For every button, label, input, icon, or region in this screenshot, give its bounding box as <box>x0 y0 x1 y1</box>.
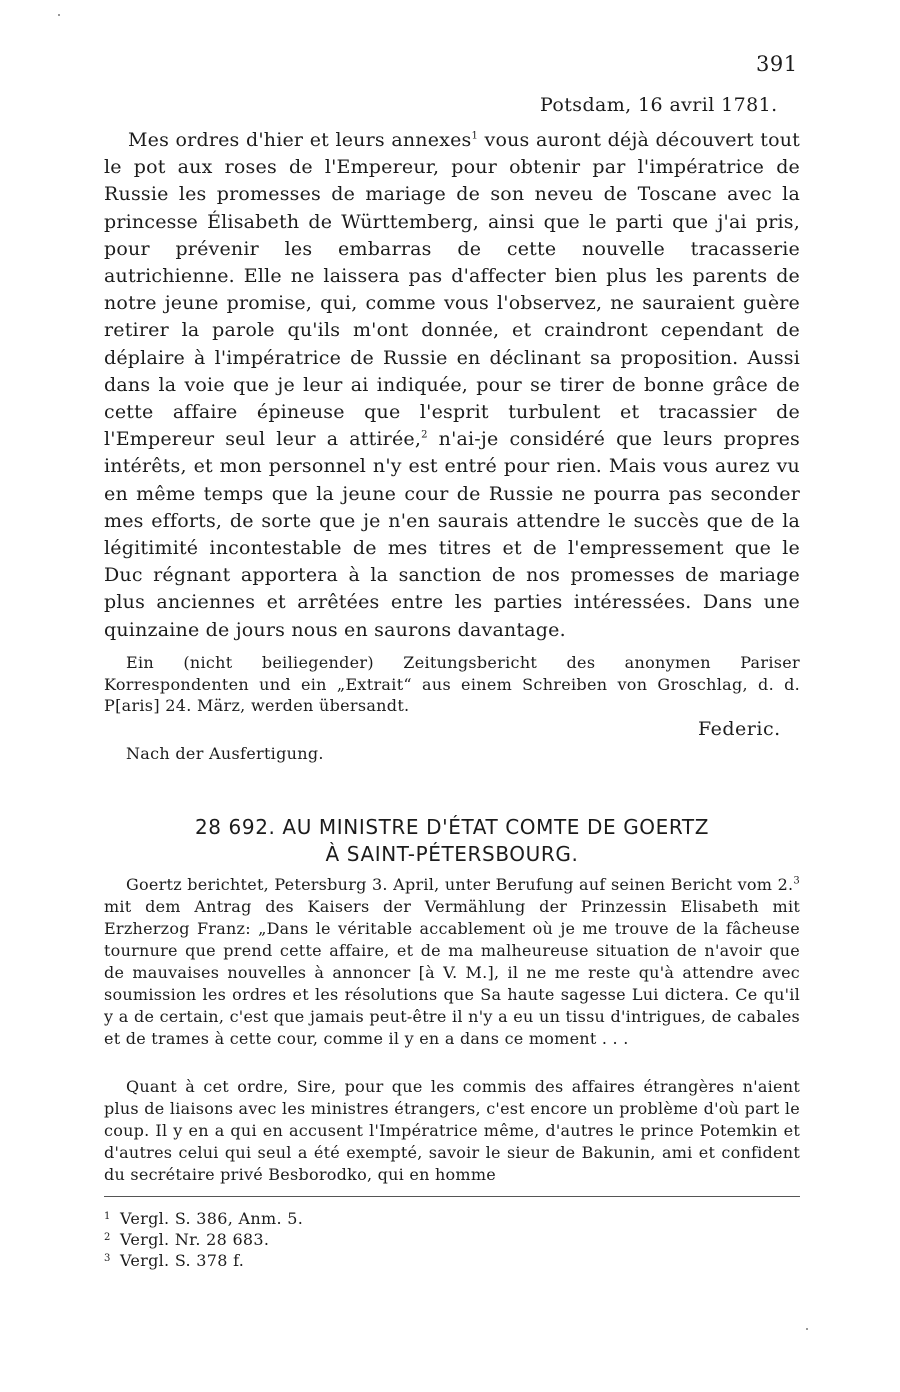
footnote-mark: 3 <box>104 1253 111 1264</box>
footnote-ref-1[interactable]: 1 <box>471 130 479 142</box>
footnote-mark: 2 <box>104 1232 111 1243</box>
footnote-2 <box>104 1229 504 1250</box>
footnote-3 <box>104 1250 504 1271</box>
section-summary <box>104 874 800 1050</box>
letter-body-text-3: n'ai-je considéré que leurs propres intérêts, et mon personnel n'y est entré pour rien. Mais vous aurez vu en même temps que la jeune cour de Russie ne pourra pas seconder mes efforts, de sorte que je n'en saurais attendre le succès que de la légitimité incontestable de mes titres et de l'empressement que le Duc régnant apportera à la sanction de nos promesses de mariage plus anciennes et arrêtées entre les parties intéressées. Dans une quinzaine de jours nous en saurons davantage. <box>104 428 800 641</box>
scan-speck <box>58 14 60 16</box>
letter-dateline: Potsdam, 16 avril 1781. <box>540 94 778 116</box>
page-number: 391 <box>756 52 798 76</box>
section-heading <box>104 814 800 868</box>
footnote-mark: 1 <box>104 1211 111 1222</box>
footnote-text: Vergl. S. 378 f. <box>120 1251 245 1270</box>
footnote-ref-2[interactable]: 2 <box>421 429 428 441</box>
section-summary-continued: Quant à cet ordre, Sire, pour que les commis des affaires étrangères n'aient plus de liaisons avec les ministres étrangers, c'est encore un problème d'où part le coup. Il y en a qui en accusent l'Impératrice même, d'autres le prince Potemkin et d'autres celui qui seul a été exempté, savoir le sieur de Bakunin, ami et confident du secrétaire privé Besborodko, qui en homme <box>104 1077 800 1184</box>
letter-body-text-2: vous auront déjà découvert tout le pot aux roses de l'Empereur, pour obtenir par l'impératrice de Russie les promesses de mariage de son neveu de Toscane avec la princesse Élisabeth de Württemberg, ainsi que le parti que j'ai pris, pour prévenir les embarras de cette nouvelle tracasserie autrichienne. Elle ne laissera pas d'affecter bien plus les parents de notre jeune promise, qui, comme vous l'observez, ne sauraient guère retirer la parole qu'ils m'ont donnée, et craindront cependant de déplaire à l'impératrice de Russie en déclinant sa proposition. Aussi dans la voie que je leur ai indiquée, pour se tirer de bonne grâce de cette affaire épineuse que l'esprit turbulent et tracassier de l'Empereur seul leur a attirée, <box>104 129 800 451</box>
letter-body-paragraph <box>104 127 800 644</box>
editorial-note: Ein (nicht beiliegender) Zeitungsbericht des anonymen Pariser Korrespondenten und ein „Extrait“ aus einem Schreiben von Groschlag, d. d. P[aris] 24. März, werden übersandt. <box>104 653 800 715</box>
summary-text-2: mit dem Antrag des Kaisers der Vermählung der Prinzessin Elisabeth mit Erzherzog Franz: „Dans le véritable accablement où je me trouve de la fâcheuse tournure que prend cette affaire, et de ma malheureuse situation de n'avoir que de mauvaises nouvelles à annoncer [à V. M.], il ne me reste qu'à attendre avec soumission les ordres et les résolutions que Sa haute sagesse Lui dictera. Ce qu'il y a de certain, c'est que jamais peut-être il n'y a eu un tissu d'intrigues, de cabales et de trames à cette cour, comme il y en a dans ce moment . . . <box>104 897 800 1048</box>
footnote-1 <box>104 1208 504 1229</box>
letter-body-text-1: Mes ordres d'hier et leurs annexes <box>128 129 472 151</box>
source-note: Nach der Ausfertigung. <box>126 744 324 763</box>
section-heading-line-1: 28 692. AU MINISTRE D'ÉTAT COMTE DE GOERTZ <box>194 815 710 839</box>
footnote-text: Vergl. Nr. 28 683. <box>120 1230 270 1249</box>
footnote-text: Vergl. S. 386, Anm. 5. <box>120 1209 304 1228</box>
signature: Federic. <box>698 718 781 740</box>
summary-text-1: Goertz berichtet, Petersburg 3. April, unter Berufung auf seinen Bericht vom 2. <box>126 875 794 894</box>
footnote-ref-3[interactable]: 3 <box>793 875 800 887</box>
scan-speck <box>806 1328 808 1330</box>
footnotes <box>104 1208 504 1271</box>
footnote-divider <box>104 1196 800 1197</box>
section-heading-line-2: À SAINT-PÉTERSBOURG. <box>325 842 579 866</box>
